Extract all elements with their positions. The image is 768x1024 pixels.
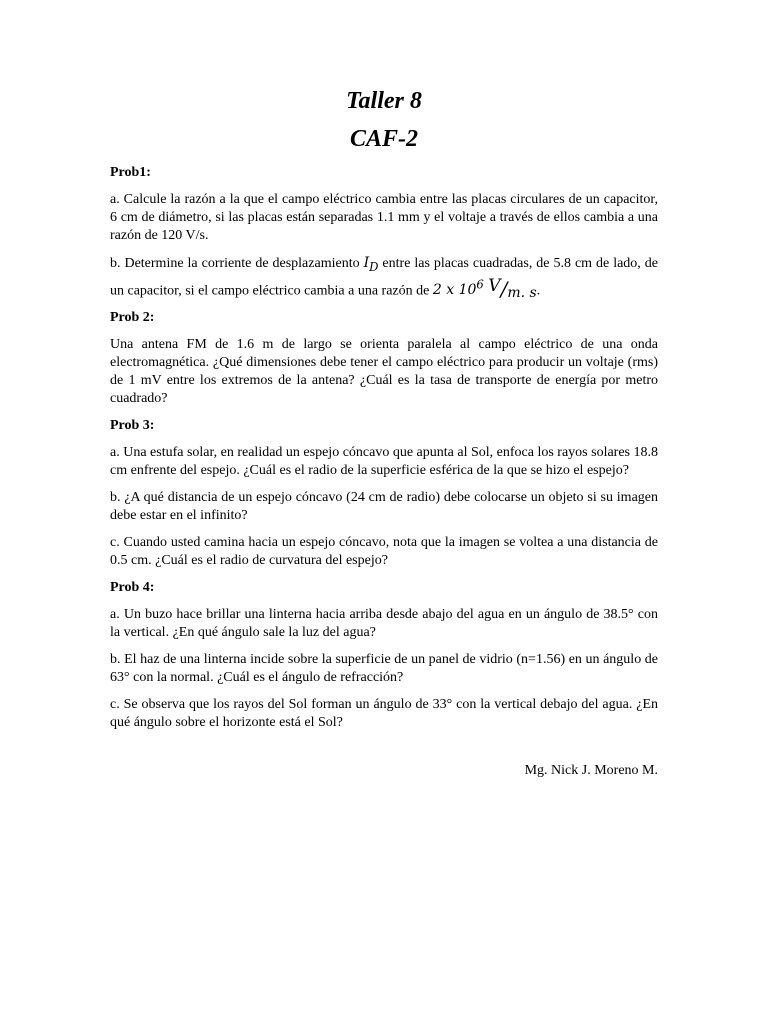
rate-unit-numerator: V: [488, 276, 501, 297]
problem-2-text: Una antena FM de 1.6 m de largo se orienta paralela al campo eléctrico de una onda electromagnética. ¿Qué dimensiones debe tener el campo eléctrico para producir un voltaje (rms) de 1 mV entre los extremos de la antena? ¿Cuál es la tasa de transporte de energía por metro cuadrado?: [110, 337, 658, 407]
problem-2-section: [110, 309, 658, 408]
rate-multiply-symbol: x: [446, 282, 455, 299]
problem-3a-text: a. Una estufa solar, en realidad un espejo cóncavo que apunta al Sol, enfoca los rayos solares 18.8 cm enfrente del espejo. ¿Cuál es el radio de la superficie esférica de la que se hizo el espejo?: [110, 445, 658, 479]
problem-2-heading: Prob 2:: [110, 310, 155, 326]
displacement-current-symbol: [363, 255, 379, 274]
problem-1a-text: a. Calcule la razón a la que el campo eléctrico cambia entre las placas circulares de un capacitor, 6 cm de diámetro, si las placas están separadas 1.1 mm y el voltaje a través de ellos cambia a una razón de 120 V/s.: [110, 192, 658, 243]
problem-1-section: [110, 164, 658, 300]
problem-3b-text: b. ¿A qué distancia de un espejo cóncavo (24 cm de radio) debe colocarse un objeto si su imagen debe estar en el infinito?: [110, 490, 658, 524]
problem-4-section: [110, 579, 658, 732]
document-page: [110, 86, 658, 780]
problem-1b-text: [110, 254, 658, 300]
author-signature: Mg. Nick J. Moreno M.: [524, 763, 658, 779]
displacement-current-symbol-subscript: D: [369, 259, 379, 274]
problem-4c-text: c. Se observa que los rayos del Sol forman un ángulo de 33° con la vertical debajo del agua. ¿En qué ángulo sobre el horizonte está el Sol?: [110, 697, 658, 731]
rate-unit-denominator: m. s: [507, 285, 537, 302]
problem-3-section: [110, 417, 658, 570]
problem-1-heading: Prob1:: [110, 165, 151, 180]
rate-unit-slash: /: [500, 277, 508, 302]
document-subtitle: CAF-2: [349, 126, 418, 152]
document-title: Taller 8: [346, 88, 422, 114]
problem-1b-period: .: [536, 283, 541, 299]
rate-exponent: 6: [476, 277, 484, 292]
problem-4a-text: a. Un buzo hace brillar una linterna hacia arriba desde abajo del agua en un ángulo de 38.5° con la vertical. ¿En qué ángulo sale la luz del agua?: [110, 607, 658, 641]
problem-4-heading: Prob 4:: [110, 580, 155, 596]
rate-base: 10: [458, 282, 477, 299]
problem-1b-text-part1: b. Determine la corriente de desplazamiento: [110, 256, 364, 271]
problem-3c-text: c. Cuando usted camina hacia un espejo cóncavo, nota que la imagen se voltea a una distancia de 0.5 cm. ¿Cuál es el radio de curvatura del espejo?: [110, 535, 658, 569]
problem-3-heading: Prob 3:: [110, 418, 155, 434]
problem-4b-text: b. El haz de una linterna incide sobre la superficie de un panel de vidrio (n=1.56) en un ángulo de 63° con la normal. ¿Cuál es el ángulo de refracción?: [110, 652, 658, 686]
displacement-current-symbol-base: I: [363, 255, 370, 271]
field-change-rate: [432, 276, 537, 302]
rate-coefficient: 2: [432, 282, 442, 299]
problem-1b-text-part2: entre las placas cuadradas, de 5.8 cm de lado, de un capacitor, si el campo eléctrico cambia a una razón de: [110, 256, 658, 299]
